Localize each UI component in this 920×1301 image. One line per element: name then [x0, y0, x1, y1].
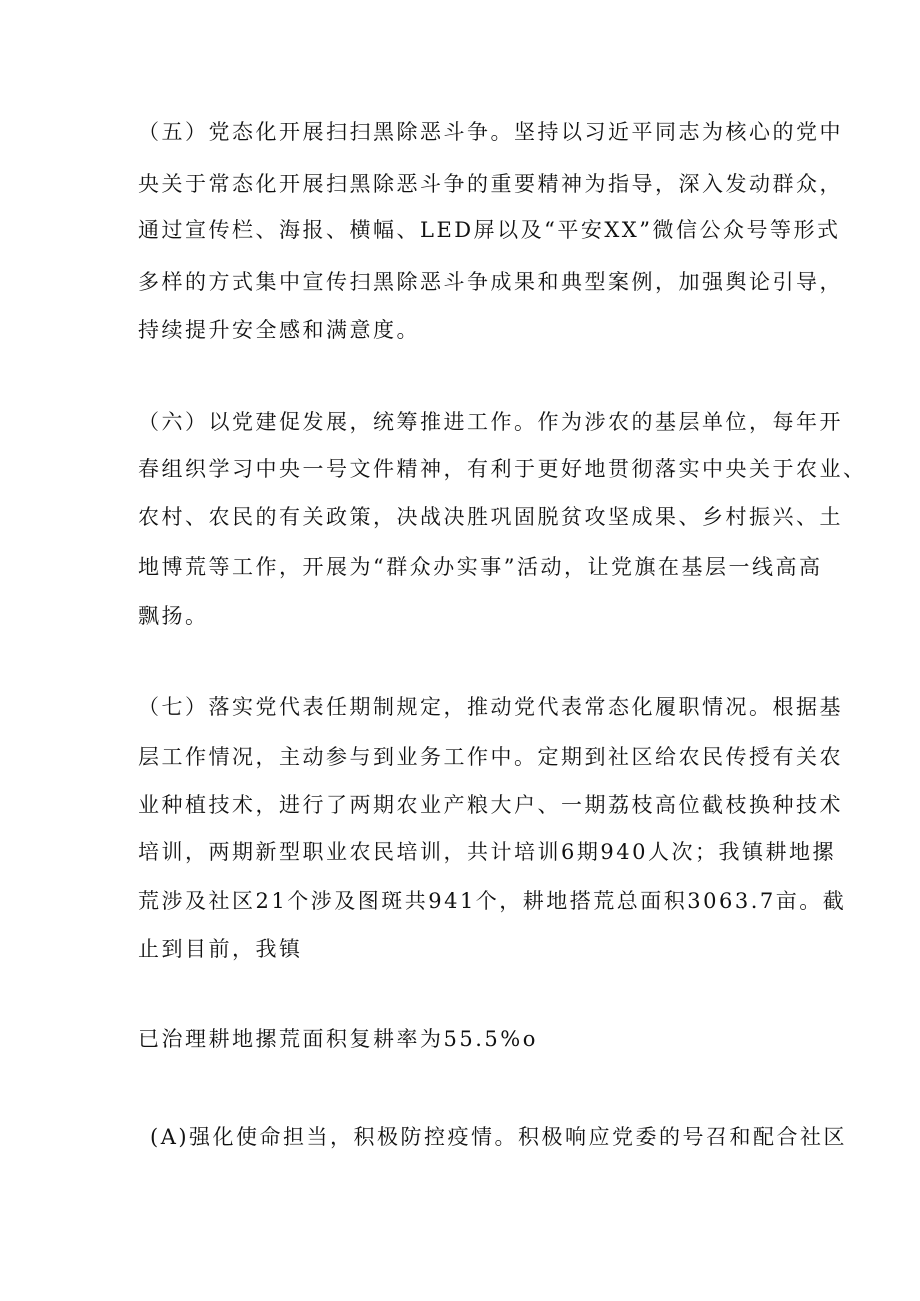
paragraph-3-line-1: （七）落实党代表任期制规定，推动党代表常态化履职情况。根据基: [138, 695, 843, 719]
paragraph-4-line-1: 已治理耕地摞荒面积复耕率为55.5%o: [138, 1027, 538, 1051]
paragraph-5-line-1: (A)强化使命担当，积极防控疫情。积极响应党委的号召和配合社区: [150, 1125, 848, 1149]
paragraph-3-line-4: 培训，两期新型职业农民培训，共计培训6期940人次；我镇耕地摞: [138, 840, 836, 864]
paragraph-2-line-2: 春组织学习中央一号文件精神，有利于更好地贯彻落实中央关于农业、: [138, 457, 867, 481]
paragraph-1-line-3: 通过宣传栏、海报、横幅、LED屏以及“平安XX”微信公众号等形式: [138, 218, 841, 242]
paragraph-2-line-4: 地博荒等工作，开展为“群众办实事”活动，让党旗在基层一线高高: [138, 555, 823, 579]
paragraph-2-line-5: 飘扬。: [138, 604, 209, 628]
paragraph-3-line-6: 止到目前，我镇: [138, 937, 303, 961]
paragraph-1-line-1: （五）党态化开展扫扫黑除恶斗争。坚持以习近平同志为核心的党中: [138, 120, 843, 144]
paragraph-3-line-3: 业种植技术，进行了两期农业产粮大户、一期荔枝高位截枝换种技术: [138, 793, 843, 817]
paragraph-3-line-5: 荒涉及社区21个涉及图斑共941个，耕地搭荒总面积3063.7亩。截: [138, 889, 847, 913]
paragraph-2-line-3: 农村、农民的有关政策，决战决胜巩固脱贫攻坚成果、乡村振兴、土: [138, 505, 843, 529]
paragraph-1-line-2: 央关于常态化开展扫黑除恶斗争的重要精神为指导，深入发动群众，: [138, 172, 843, 196]
paragraph-2-line-1: （六）以党建促发展，统筹推进工作。作为涉农的基层单位，每年开: [138, 410, 843, 434]
paragraph-1-line-5: 持续提升安全感和满意度。: [138, 318, 420, 342]
paragraph-3-line-2: 层工作情况，主动参与到业务工作中。定期到社区给农民传授有关农: [138, 745, 843, 769]
paragraph-1-line-4: 多样的方式集中宣传扫黑除恶斗争成果和典型案例，加强舆论引导，: [138, 270, 843, 294]
